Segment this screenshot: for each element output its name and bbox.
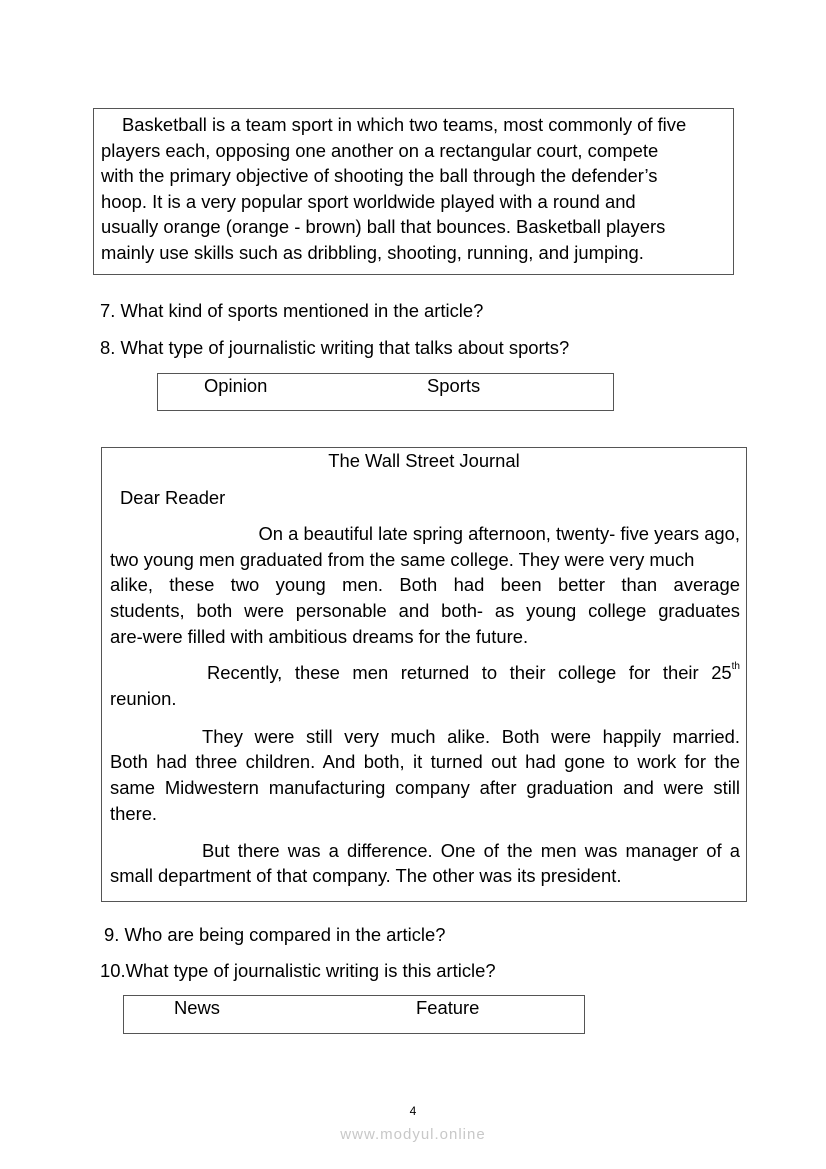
wsj-p3-line: there.: [110, 803, 158, 824]
wsj-passage-box: [101, 447, 747, 902]
option-sports: Sports: [427, 375, 481, 396]
question-8: 8. What type of journalistic writing that talks about sports?: [100, 337, 570, 358]
wsj-salutation: Dear Reader: [120, 487, 226, 508]
question-9: 9. Who are being compared in the article?: [104, 924, 446, 945]
wsj-p1-line: are-were filled with ambitious dreams for the future.: [110, 626, 529, 647]
ordinal-suffix: th: [731, 661, 740, 672]
passage-line: hoop. It is a very popular sport worldwide played with a round and: [101, 190, 636, 212]
question-10-options-box: [123, 995, 585, 1034]
passage-line: Basketball is a team sport in which two teams, most commonly of five: [122, 114, 687, 135]
wsj-p4-line: But there was a difference. One of the men was manager of a: [202, 840, 740, 861]
wsj-p1-line: students, both were personable and both- as young college graduates: [110, 600, 740, 621]
passage-line: usually orange (orange - brown) ball that bounces. Basketball players: [101, 216, 666, 238]
wsj-p1-line: On a beautiful late spring afternoon, twenty- five years ago,: [258, 523, 740, 544]
option-opinion: Opinion: [204, 375, 268, 396]
wsj-p2-line: Recently, these men returned to their college for their 25th: [207, 661, 740, 683]
wsj-p1-line: alike, these two young men. Both had been better than average: [110, 574, 740, 595]
option-news: News: [174, 997, 220, 1018]
page-number: 4: [409, 1104, 417, 1118]
wsj-p1-line: two young men graduated from the same college. They were very much: [110, 549, 695, 570]
question-7: 7. What kind of sports mentioned in the article?: [100, 300, 484, 321]
basketball-passage-box: [93, 108, 734, 275]
question-10: 10.What type of journalistic writing is this article?: [100, 960, 496, 981]
option-feature: Feature: [416, 997, 480, 1018]
watermark: www.modyul.online: [340, 1126, 486, 1143]
question-8-options-box: [157, 373, 614, 411]
passage-line: players each, opposing one another on a rectangular court, compete: [101, 139, 659, 161]
wsj-p4-line: small department of that company. The other was its president.: [110, 865, 622, 886]
wsj-p3-line: Both had three children. And both, it turned out had gone to work for the: [110, 751, 740, 772]
wsj-p2-line: reunion.: [110, 688, 177, 709]
wsj-title: The Wall Street Journal: [328, 450, 520, 471]
basketball-passage-text: [101, 112, 725, 266]
wsj-p3-line: same Midwestern manufacturing company after graduation and were still: [110, 777, 740, 798]
wsj-p3-line: They were still very much alike. Both were happily married.: [202, 726, 740, 747]
passage-line: with the primary objective of shooting the ball through the defender’s: [101, 165, 658, 187]
passage-line: mainly use skills such as dribbling, shooting, running, and jumping.: [101, 241, 644, 263]
